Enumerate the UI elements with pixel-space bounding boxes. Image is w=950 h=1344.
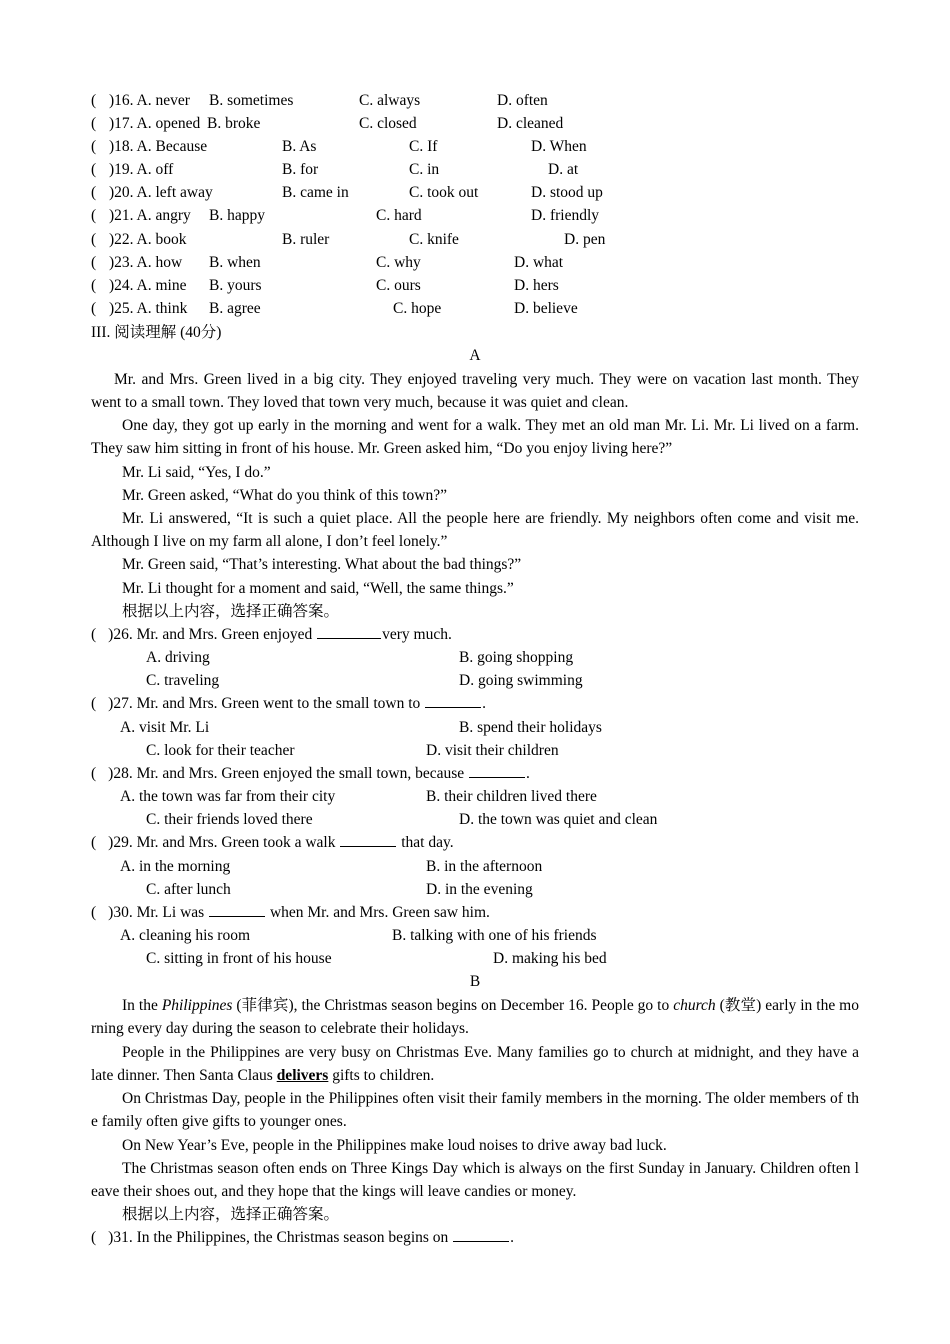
- answer-paren[interactable]: (: [91, 300, 97, 317]
- option-b: B. came in: [282, 184, 349, 201]
- answer-paren[interactable]: (: [91, 92, 97, 109]
- bold-underlined-term: delivers: [276, 1067, 329, 1085]
- option-b: B. sometimes: [209, 92, 294, 109]
- q27-option-a: A. visit Mr. Li: [120, 719, 210, 736]
- option-c: C. ours: [376, 277, 421, 294]
- question-stem: )26. Mr. and Mrs. Green enjoyed: [108, 626, 317, 643]
- answer-paren[interactable]: (: [91, 207, 97, 224]
- q29-option-b: B. in the afternoon: [426, 858, 543, 875]
- option-a: )18. A. Because: [109, 138, 208, 155]
- option-a: )21. A. angry: [109, 207, 191, 224]
- question-stem-end: .: [510, 1229, 515, 1246]
- text-run: (教堂) early in the morning every day during the season to celebrate their holidays.: [91, 997, 859, 1038]
- question-stem-end: when Mr. and Mrs. Green saw him.: [266, 904, 490, 921]
- q27-option-c: C. look for their teacher: [146, 742, 295, 759]
- q27-option-b: B. spend their holidays: [459, 719, 602, 736]
- answer-blank: [453, 1226, 509, 1242]
- answer-paren[interactable]: (: [91, 231, 97, 248]
- passage-a-instruction: 根据以上内容，选择正确答案。: [122, 603, 340, 620]
- passage-b-paragraph-1: [91, 994, 859, 1040]
- q27-option-d: D. visit their children: [426, 742, 559, 759]
- question-stem-end: .: [482, 695, 487, 712]
- question-stem-end: very much.: [382, 626, 452, 643]
- passage-b-paragraph-2: [91, 1041, 859, 1087]
- option-c: C. hard: [376, 207, 422, 224]
- passage-a-label: A: [469, 347, 481, 364]
- question-31: [91, 1226, 514, 1249]
- answer-paren[interactable]: (: [91, 277, 97, 294]
- q30-option-b: B. talking with one of his friends: [392, 927, 597, 944]
- option-b: B. As: [282, 138, 317, 155]
- question-stem: )28. Mr. and Mrs. Green enjoyed the small town, because: [108, 765, 469, 782]
- q26-option-d: D. going swimming: [459, 672, 583, 689]
- text-run: People in the Philippines are very busy on Christmas Eve. Many families go to church at midnight, and they have a late dinner. Then Santa Claus: [91, 1044, 859, 1085]
- option-d: D. what: [514, 254, 564, 271]
- question-stem: )29. Mr. and Mrs. Green took a walk: [108, 834, 340, 851]
- question-30: [91, 901, 490, 924]
- passage-b-label: B: [469, 973, 481, 990]
- option-a: )24. A. mine: [109, 277, 187, 294]
- option-a: )23. A. how: [109, 254, 183, 271]
- option-c: C. closed: [359, 115, 417, 132]
- option-b: B. happy: [209, 207, 265, 224]
- passage-a-paragraph-7: Mr. Li thought for a moment and said, “Well, the same things.”: [122, 580, 514, 597]
- passage-a-paragraph-5: Mr. Li answered, “It is such a quiet place. All the people here are friendly. My neighbors often come and visit me. Although I live on my farm all alone, I don’t feel lonely.”: [91, 510, 859, 551]
- option-a: )25. A. think: [109, 300, 188, 317]
- question-stem-end: .: [526, 765, 530, 782]
- option-b: B. for: [282, 161, 319, 178]
- option-c: C. always: [359, 92, 421, 109]
- q30-option-d: D. making his bed: [493, 950, 607, 967]
- option-d: D. cleaned: [497, 115, 564, 132]
- passage-b-paragraph-5: The Christmas season often ends on Three Kings Day which is always on the first Sunday in January. Children often leave their shoes out, and they hope that the kings will leave candies or money.: [91, 1160, 859, 1201]
- option-a: )22. A. book: [109, 231, 187, 248]
- q28-option-a: A. the town was far from their city: [120, 788, 336, 805]
- question-29: [91, 831, 454, 854]
- question-stem: )27. Mr. and Mrs. Green went to the small town to: [108, 695, 425, 712]
- text-run: gifts to children.: [328, 1067, 435, 1085]
- q26-option-c: C. traveling: [146, 672, 220, 689]
- q28-option-c: C. their friends loved there: [146, 811, 313, 828]
- answer-blank: [469, 762, 525, 778]
- question-stem: )31. In the Philippines, the Christmas season begins on: [108, 1229, 453, 1246]
- passage-a-paragraph-2: One day, they got up early in the morning and went for a walk. They met an old man Mr. Li. Mr. Li lived on a farm. They saw him sitting in front of his house. Mr. Green asked him, “Do you enjoy living here?”: [91, 417, 859, 458]
- option-d: D. When: [531, 138, 587, 155]
- question-26: [91, 623, 452, 646]
- q26-option-a: A. driving: [146, 649, 210, 666]
- option-a: )16. A. never: [109, 92, 190, 109]
- text-run: In the: [122, 997, 162, 1014]
- italic-term: church: [673, 997, 716, 1014]
- option-d: D. hers: [514, 277, 559, 294]
- answer-paren[interactable]: (: [91, 1229, 97, 1246]
- passage-b-paragraph-3: On Christmas Day, people in the Philippines often visit their family members in the morning. The older members of the family often give gifts to younger ones.: [91, 1090, 859, 1131]
- answer-paren[interactable]: (: [91, 161, 97, 178]
- answer-paren[interactable]: (: [91, 834, 97, 851]
- option-c: C. in: [409, 161, 440, 178]
- answer-paren[interactable]: (: [91, 138, 97, 155]
- passage-a-paragraph-3: Mr. Li said, “Yes, I do.”: [122, 464, 271, 481]
- answer-paren[interactable]: (: [91, 254, 97, 271]
- q30-option-c: C. sitting in front of his house: [146, 950, 332, 967]
- answer-paren[interactable]: (: [91, 115, 97, 132]
- option-d: D. friendly: [531, 207, 600, 224]
- answer-blank: [340, 831, 396, 847]
- section-heading: III. 阅读理解 (40分): [91, 324, 222, 341]
- option-d: D. pen: [564, 231, 606, 248]
- q29-option-a: A. in the morning: [120, 858, 231, 875]
- q28-option-d: D. the town was quiet and clean: [459, 811, 658, 828]
- passage-a-paragraph-1: Mr. and Mrs. Green lived in a big city. They enjoyed traveling very much. They were on vacation last month. They went to a small town. They loved that town very much, because it was quiet and clean.: [91, 371, 859, 412]
- passage-a-paragraph-4: Mr. Green asked, “What do you think of this town?”: [122, 487, 447, 504]
- question-stem: )30. Mr. Li was: [108, 904, 209, 921]
- italic-term: Philippines: [161, 997, 233, 1014]
- q29-option-d: D. in the evening: [426, 881, 533, 898]
- answer-blank: [317, 623, 381, 639]
- option-c: C. If: [409, 138, 438, 155]
- answer-paren[interactable]: (: [91, 695, 97, 712]
- option-b: B. yours: [209, 277, 262, 294]
- q29-option-c: C. after lunch: [146, 881, 231, 898]
- option-a: )17. A. opened: [109, 115, 201, 132]
- option-d: D. often: [497, 92, 548, 109]
- option-c: C. knife: [409, 231, 459, 248]
- option-b: B. broke: [207, 115, 261, 132]
- answer-paren[interactable]: (: [91, 904, 97, 921]
- q28-option-b: B. their children lived there: [426, 788, 597, 805]
- answer-paren[interactable]: (: [91, 184, 97, 201]
- option-b: B. when: [209, 254, 261, 271]
- option-d: D. believe: [514, 300, 578, 317]
- q30-option-a: A. cleaning his room: [120, 927, 251, 944]
- q26-option-b: B. going shopping: [459, 649, 574, 666]
- answer-blank: [209, 901, 265, 917]
- answer-paren[interactable]: (: [91, 626, 97, 643]
- answer-blank: [425, 692, 481, 708]
- text-run: (菲律宾), the Christmas season begins on December 16. People go to: [232, 997, 674, 1014]
- passage-b-instruction: 根据以上内容，选择正确答案。: [122, 1206, 340, 1223]
- answer-paren[interactable]: (: [91, 765, 97, 782]
- option-b: B. ruler: [282, 231, 330, 248]
- option-a: )19. A. off: [109, 161, 174, 178]
- question-stem-end: that day.: [397, 834, 454, 851]
- passage-b-paragraph-4: On New Year’s Eve, people in the Philippines make loud noises to drive away bad luck.: [122, 1137, 667, 1154]
- option-c: C. why: [376, 254, 421, 271]
- option-b: B. agree: [209, 300, 261, 317]
- passage-a-paragraph-6: Mr. Green said, “That’s interesting. What about the bad things?”: [122, 556, 522, 573]
- question-27: [91, 692, 486, 715]
- option-d: D. at: [548, 161, 579, 178]
- option-d: D. stood up: [531, 184, 603, 201]
- question-28: [91, 762, 530, 785]
- option-c: C. hope: [393, 300, 442, 317]
- option-a: )20. A. left away: [109, 184, 213, 201]
- option-c: C. took out: [409, 184, 479, 201]
